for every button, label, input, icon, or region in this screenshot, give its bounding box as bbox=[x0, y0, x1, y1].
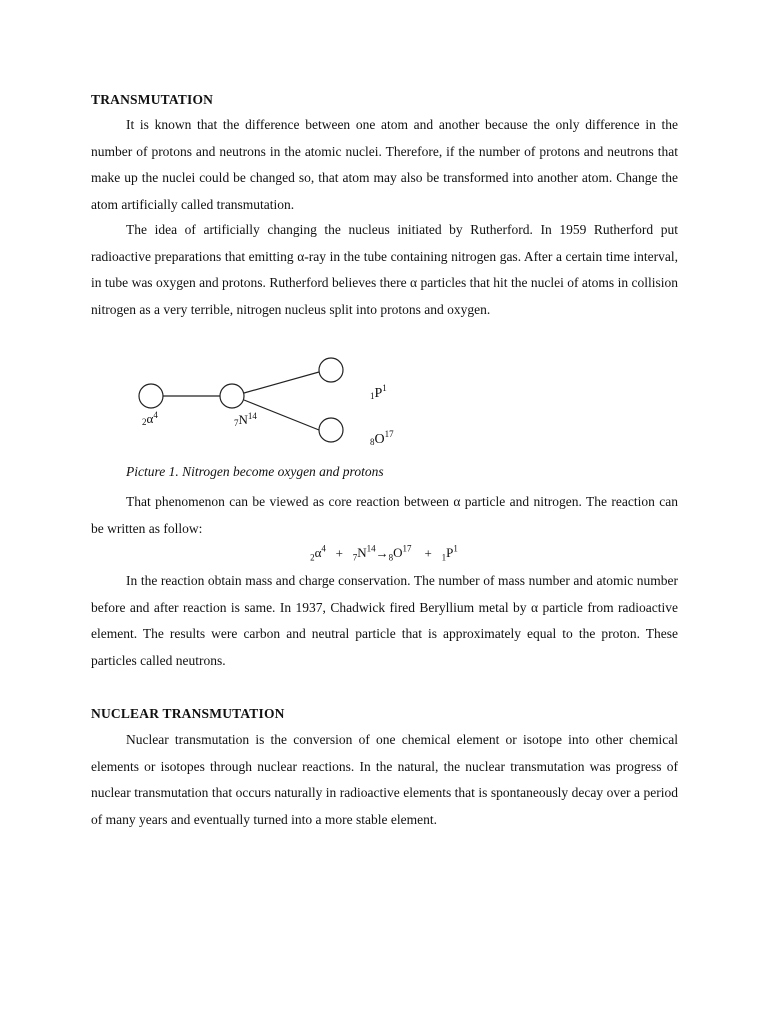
paragraph-core-reaction: That phenomenon can be viewed as core reaction between α particle and nitrogen. The reaction can be written as follow: bbox=[91, 494, 678, 536]
nitrogen-term: $_7N^{14}$ bbox=[352, 544, 376, 563]
oxygen-label: $8O^{17}$ bbox=[370, 429, 394, 447]
reaction-equation bbox=[0, 544, 768, 563]
proton-circle bbox=[319, 358, 343, 382]
nitrogen-transmutation-diagram bbox=[120, 352, 420, 452]
oxygen-term: $_8O^{17}$ bbox=[388, 544, 412, 563]
plus-sign: + bbox=[335, 545, 344, 561]
section-heading-transmutation: TRANSMUTATION bbox=[91, 92, 214, 107]
alpha-label: $2\alpha^4$ bbox=[142, 410, 158, 427]
nitrogen-label: $7N^{14}$ bbox=[234, 411, 257, 428]
reaction-arrow: → bbox=[375, 545, 389, 561]
paragraph-atom-difference: It is known that the difference between one atom and another because the only difference in the number of protons and neutrons in the atomic nuclei. Therefore, if the number of protons and neutrons that make up the nuclei could be changed so, that atom may also be transformed into another atom. Change the atom artificially called transmutation. bbox=[91, 117, 678, 212]
proton-term: $_1P^1$ bbox=[441, 544, 458, 563]
alpha-particle-circle bbox=[139, 384, 163, 408]
oxygen-circle bbox=[319, 418, 343, 442]
paragraph-nuclear-transmutation: Nuclear transmutation is the conversion of one chemical element or isotope into other chemical elements or isotopes through nuclear reactions. In the natural, the nuclear transmutation was progress of nuclear transmutation that occurs naturally in radioactive elements that is spontaneously decay over a period of many years and eventually turned into a more stable element. bbox=[91, 732, 678, 827]
plus-sign: + bbox=[424, 545, 432, 561]
nitrogen-nucleus-circle bbox=[220, 384, 244, 408]
alpha-term: $_2\alpha^4$ bbox=[310, 544, 326, 563]
section-heading-nuclear-transmutation: NUCLEAR TRANSMUTATION bbox=[91, 706, 285, 721]
nitrogen-to-proton-line bbox=[244, 372, 319, 393]
paragraph-conservation: In the reaction obtain mass and charge conservation. The number of mass number and atomic number before and after reaction is same. In 1937, Chadwick fired Beryllium metal by α particle from radioactive element. The results were carbon and neutral particle that is approximately equal to the proton. These particles called neutrons. bbox=[91, 573, 678, 668]
proton-label: $1P^1$ bbox=[370, 383, 387, 401]
paragraph-rutherford: The idea of artificially changing the nucleus initiated by Rutherford. In 1959 Rutherford put radioactive preparations that emitting α-ray in the tube containing nitrogen gas. After a certain time interval, in tube was oxygen and protons. Rutherford believes there α particles that hit the nuclei of atoms in collision nitrogen as a very terrible, nitrogen nucleus split into protons and oxygen. bbox=[91, 222, 678, 317]
figure-caption: Picture 1. Nitrogen become oxygen and protons bbox=[126, 464, 384, 479]
